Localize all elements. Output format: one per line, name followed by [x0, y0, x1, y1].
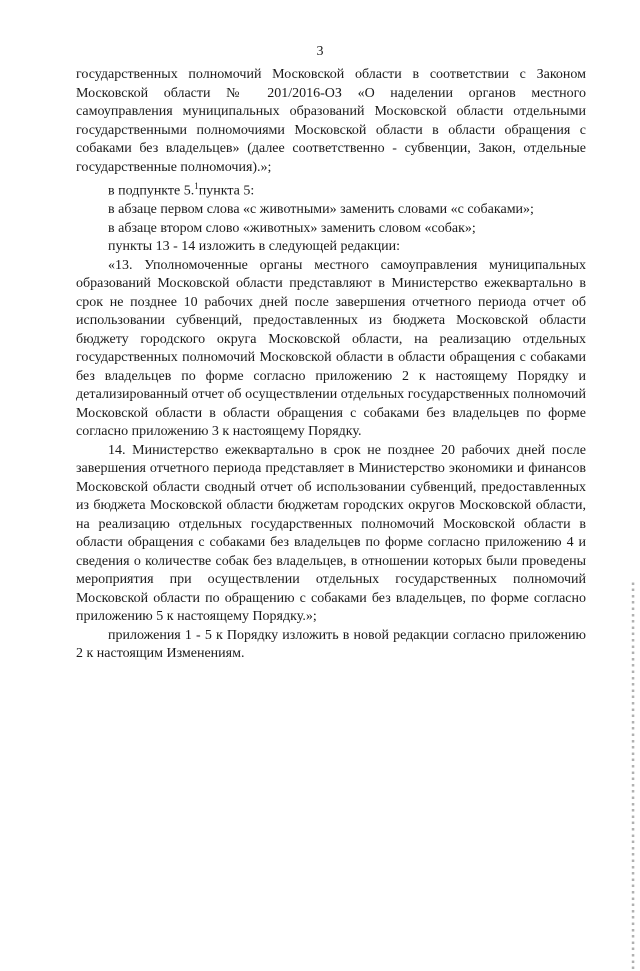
side-stamp-mark: ▪▪▪▪▪▪▪▪▪▪▪▪▪▪▪▪▪▪▪▪▪▪▪▪▪▪▪▪▪▪▪▪▪▪▪▪▪▪▪▪▪▪▪▪▪▪▪▪▪▪▪▪▪▪▪▪▪▪▪▪▪▪ — [630, 580, 636, 971]
paragraph-4: в абзаце втором слово «животных» заменить словом «собак»; — [108, 220, 476, 236]
document-body — [76, 66, 586, 664]
paragraph-8: приложения 1 - 5 к Порядку изложить в новой редакции согласно приложению 2 к настоящим Изменениям. — [76, 627, 586, 662]
paragraph-5: пункты 13 - 14 изложить в следующей редакции: — [108, 239, 401, 255]
paragraph-1: государственных полномочий Московской области в соответствии с Законом Московской области № 201/2016-ОЗ «О наделении органов местного самоуправления муниципальных образований Московской области отдельными государственными полномочиями Московской области в области обращения с собаками без владельцев» (далее соответственно - субвенции, Закон, отдельные государственные полномочия).»; — [76, 67, 586, 175]
paragraph-7: 14. Министерство ежеквартально в срок не позднее 20 рабочих дней после завершения отчетного периода представляет в Министерство экономики и финансов Московской области сводный отчет об использовании субвенций, предоставленных из бюджета Московской области бюджетам городских округов Московской области, на реализацию отдельных государственных полномочий Московской области в области обращения с собаками без владельцев по форме согласно приложению 4 и сведения о количестве собак без владельцев, в отношении которых были проведены мероприятия при осуществлении отдельных государственных полномочий Московской области по обращению с собаками без владельцев, по форме согласно приложению 5 к настоящему Порядку.»; — [76, 442, 586, 625]
paragraph-6: «13. Уполномоченные органы местного самоуправления муниципальных образований Московской области представляют в Министерство ежеквартально в срок не позднее 10 рабочих дней после завершения отчетного периода отчет об использовании субвенций, предоставленных из бюджета Московской области бюджету городского округа Московской области, на реализацию отдельных государственных полномочий Московской области в области обращения с собаками без владельцев по форме согласно приложению 2 к настоящему Порядку и детализированный отчет об осуществлении отдельных государственных полномочий Московской области в области обращения с собаками без владельцев по форме согласно приложению 3 к настоящему Порядку. — [76, 257, 586, 440]
paragraph-2: в подпункте 5.$^1$пункта 5: — [108, 181, 255, 199]
paragraph-3: в абзаце первом слова «с животными» заменить словами «с собаками»; — [108, 202, 534, 218]
page-number: 3 — [316, 44, 324, 59]
